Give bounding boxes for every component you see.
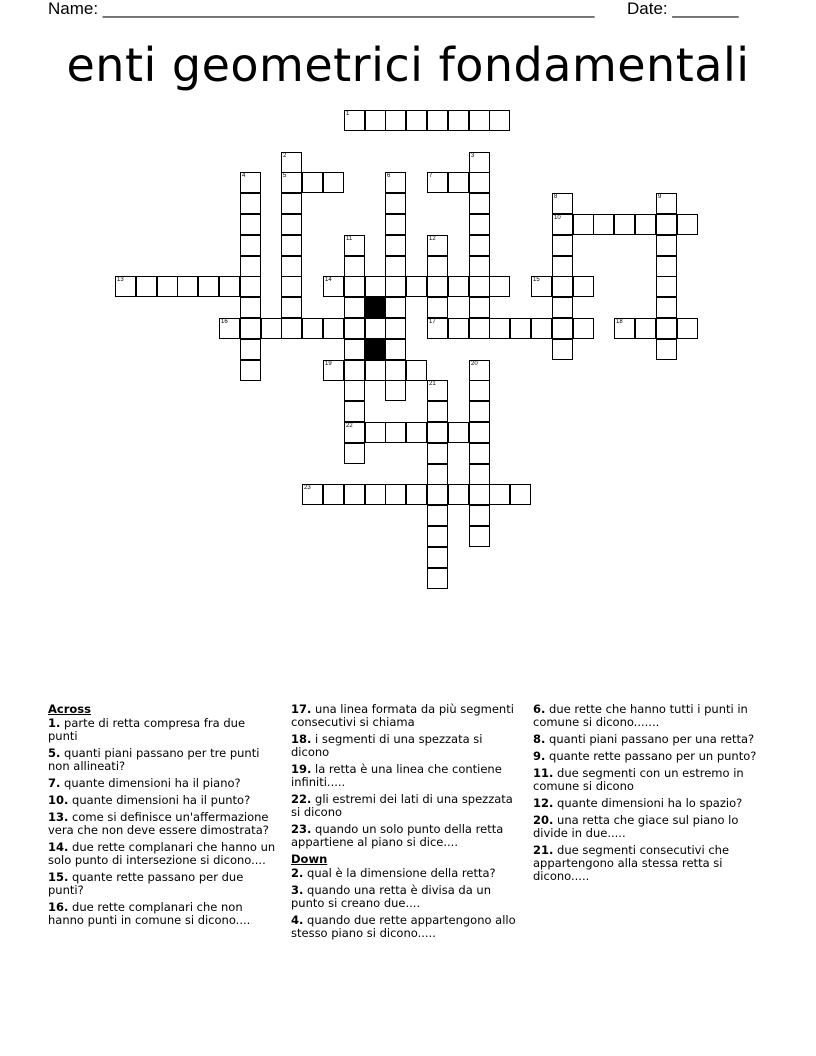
crossword-cell[interactable] xyxy=(385,110,406,131)
crossword-cell[interactable] xyxy=(635,318,656,339)
clue-column xyxy=(533,703,761,887)
crossword-cell[interactable] xyxy=(344,318,365,339)
crossword-cell[interactable] xyxy=(469,464,490,485)
crossword-cell[interactable] xyxy=(219,276,240,297)
crossword-cell[interactable] xyxy=(344,235,365,256)
crossword-cell[interactable] xyxy=(469,276,490,297)
crossword-cell[interactable] xyxy=(469,152,490,173)
crossword-cell[interactable] xyxy=(469,297,490,318)
crossword-cell[interactable] xyxy=(385,297,406,318)
crossword-cell[interactable] xyxy=(344,276,365,297)
crossword-cell[interactable] xyxy=(531,318,552,339)
crossword-cell[interactable] xyxy=(489,484,510,505)
clue-item xyxy=(533,844,761,883)
crossword-cell[interactable] xyxy=(344,422,365,443)
clue-number: 14. xyxy=(48,840,69,854)
clue-number: 6. xyxy=(533,702,546,716)
clue-number: 4. xyxy=(291,913,304,927)
crossword-cell[interactable] xyxy=(656,193,677,214)
clue-column xyxy=(291,703,519,944)
crossword-cell[interactable] xyxy=(427,547,448,568)
crossword-cell[interactable] xyxy=(469,484,490,505)
clue-number-8: 8 xyxy=(554,194,558,200)
clue-number: 22. xyxy=(291,792,312,806)
crossword-cell[interactable] xyxy=(469,526,490,547)
crossword-cell[interactable] xyxy=(677,318,698,339)
clue-number: 1. xyxy=(48,716,61,730)
crossword-cell[interactable] xyxy=(385,422,406,443)
crossword-cell[interactable] xyxy=(261,318,282,339)
clue-number: 12. xyxy=(533,796,554,810)
crossword-cell[interactable] xyxy=(427,422,448,443)
clue-number: 2. xyxy=(291,866,304,880)
clue-text: due segmenti consecutivi che appartengono alla stessa retta si dicono..... xyxy=(533,843,730,883)
black-cell xyxy=(365,339,386,360)
crossword-cell[interactable] xyxy=(281,256,302,277)
crossword-cell[interactable] xyxy=(573,318,594,339)
clue-item xyxy=(48,777,276,790)
crossword-cell[interactable] xyxy=(469,360,490,381)
clue-number-13: 13 xyxy=(117,277,124,283)
crossword-cell[interactable] xyxy=(281,214,302,235)
crossword-cell[interactable] xyxy=(302,172,323,193)
crossword-cell[interactable] xyxy=(323,360,344,381)
crossword-cell[interactable] xyxy=(656,339,677,360)
clue-text: una retta che giace sul piano lo divide in due..... xyxy=(533,813,739,840)
crossword-cell[interactable] xyxy=(614,214,635,235)
clue-item xyxy=(291,867,519,880)
crossword-cell[interactable] xyxy=(281,318,302,339)
crossword-cell[interactable] xyxy=(427,526,448,547)
crossword-cell[interactable] xyxy=(323,484,344,505)
crossword-cell[interactable] xyxy=(344,256,365,277)
down-heading: Down xyxy=(291,852,328,866)
clue-text: quanti piani passano per tre punti non allineati? xyxy=(48,746,260,773)
crossword-cell[interactable] xyxy=(469,214,490,235)
clue-number: 5. xyxy=(48,746,61,760)
across-heading: Across xyxy=(48,702,91,716)
crossword-cell[interactable] xyxy=(489,110,510,131)
clue-number-19: 19 xyxy=(325,361,332,367)
crossword-cell[interactable] xyxy=(136,276,157,297)
clue-item xyxy=(291,823,519,849)
crossword-cell[interactable] xyxy=(240,276,261,297)
clue-item xyxy=(291,914,519,940)
clue-text: gli estremi dei lati di una spezzata si dicono xyxy=(291,792,513,819)
crossword-cell[interactable] xyxy=(469,193,490,214)
clue-text: quante rette passano per due punti? xyxy=(48,870,244,897)
clue-item xyxy=(533,767,761,793)
crossword-cell[interactable] xyxy=(281,172,302,193)
crossword-cell[interactable] xyxy=(240,339,261,360)
crossword-cell[interactable] xyxy=(593,214,614,235)
crossword-cell[interactable] xyxy=(157,276,178,297)
crossword-cell[interactable] xyxy=(448,172,469,193)
clue-item xyxy=(48,841,276,867)
clue-text: quanti piani passano per una retta? xyxy=(545,732,755,746)
crossword-cell[interactable] xyxy=(489,276,510,297)
crossword-cell[interactable] xyxy=(448,276,469,297)
crossword-cell[interactable] xyxy=(469,380,490,401)
crossword-cell[interactable] xyxy=(656,235,677,256)
crossword-cell[interactable] xyxy=(344,339,365,360)
clue-number-22: 22 xyxy=(346,423,353,429)
crossword-cell[interactable] xyxy=(656,276,677,297)
crossword-cell[interactable] xyxy=(344,297,365,318)
crossword-cell[interactable] xyxy=(552,276,573,297)
name-field[interactable]: Name: ____________________________________________________ xyxy=(48,0,595,18)
crossword-cell[interactable] xyxy=(614,318,635,339)
crossword-cell[interactable] xyxy=(385,360,406,381)
clue-text: una linea formata da più segmenti consecutivi si chiama xyxy=(291,702,514,729)
crossword-cell[interactable] xyxy=(427,276,448,297)
crossword-cell[interactable] xyxy=(427,318,448,339)
clue-number-7: 7 xyxy=(429,173,433,179)
crossword-cell[interactable] xyxy=(115,276,136,297)
crossword-cell[interactable] xyxy=(469,235,490,256)
clue-number: 7. xyxy=(48,776,61,790)
clue-item xyxy=(48,747,276,773)
crossword-cell[interactable] xyxy=(448,110,469,131)
crossword-cell[interactable] xyxy=(489,318,510,339)
clue-item xyxy=(291,884,519,910)
crossword-cell[interactable] xyxy=(552,214,573,235)
crossword-cell[interactable] xyxy=(469,401,490,422)
clue-text: due rette complanari che non hanno punti in comune si dicono.... xyxy=(48,900,251,927)
crossword-cell[interactable] xyxy=(552,297,573,318)
clue-text: due rette complanari che hanno un solo punto di intersezione si dicono.... xyxy=(48,840,276,867)
crossword-cell[interactable] xyxy=(469,110,490,131)
clue-item xyxy=(533,750,761,763)
crossword-cell[interactable] xyxy=(323,318,344,339)
crossword-cell[interactable] xyxy=(385,235,406,256)
crossword-cell[interactable] xyxy=(344,401,365,422)
crossword-cell[interactable] xyxy=(323,276,344,297)
clue-item xyxy=(533,797,761,810)
crossword-cell[interactable] xyxy=(240,297,261,318)
crossword-cell[interactable] xyxy=(240,318,261,339)
crossword-cell[interactable] xyxy=(406,422,427,443)
crossword-cell[interactable] xyxy=(635,214,656,235)
clue-number-6: 6 xyxy=(387,173,391,179)
clue-number: 21. xyxy=(533,843,554,857)
clue-number: 8. xyxy=(533,732,546,746)
clue-text: quando una retta è divisa da un punto si creano due.... xyxy=(291,883,491,910)
crossword-cell[interactable] xyxy=(427,110,448,131)
crossword-cell[interactable] xyxy=(427,297,448,318)
clue-item xyxy=(48,811,276,837)
black-cell xyxy=(365,297,386,318)
crossword-cell[interactable] xyxy=(281,276,302,297)
crossword-cell[interactable] xyxy=(677,214,698,235)
clue-text: i segmenti di una spezzata si dicono xyxy=(291,732,483,759)
clue-text: quante dimensioni ha lo spazio? xyxy=(553,796,743,810)
crossword-cell[interactable] xyxy=(656,256,677,277)
crossword-cell[interactable] xyxy=(240,214,261,235)
clue-text: quando due rette appartengono allo stesso piano si dicono..... xyxy=(291,913,516,940)
crossword-cell[interactable] xyxy=(469,422,490,443)
clue-number-21: 21 xyxy=(429,381,436,387)
clue-number-14: 14 xyxy=(325,277,332,283)
crossword-cell[interactable] xyxy=(365,276,386,297)
crossword-cell[interactable] xyxy=(469,256,490,277)
clue-number-20: 20 xyxy=(471,361,478,367)
crossword-cell[interactable] xyxy=(240,193,261,214)
clue-text: quante dimensioni ha il piano? xyxy=(60,776,241,790)
crossword-cell[interactable] xyxy=(385,380,406,401)
crossword-cell[interactable] xyxy=(427,235,448,256)
clue-number-5: 5 xyxy=(283,173,287,179)
clue-item xyxy=(533,703,761,729)
crossword-cell[interactable] xyxy=(448,422,469,443)
clue-item xyxy=(291,733,519,759)
clue-text: quando un solo punto della retta appartiene al piano si dice.... xyxy=(291,822,504,849)
crossword-cell[interactable] xyxy=(302,484,323,505)
clue-item xyxy=(291,793,519,819)
crossword-cell[interactable] xyxy=(531,276,552,297)
clue-number: 11. xyxy=(533,766,554,780)
crossword-cell[interactable] xyxy=(365,360,386,381)
clue-number: 13. xyxy=(48,810,69,824)
clue-number: 9. xyxy=(533,749,546,763)
crossword-cell[interactable] xyxy=(344,110,365,131)
clue-number: 16. xyxy=(48,900,69,914)
clue-number: 20. xyxy=(533,813,554,827)
crossword-cell[interactable] xyxy=(385,214,406,235)
crossword-cell[interactable] xyxy=(469,505,490,526)
crossword-cell[interactable] xyxy=(552,339,573,360)
crossword-cell[interactable] xyxy=(510,318,531,339)
crossword-cell[interactable] xyxy=(406,484,427,505)
crossword-cell[interactable] xyxy=(406,276,427,297)
crossword-cell[interactable] xyxy=(385,339,406,360)
crossword-cell[interactable] xyxy=(656,214,677,235)
crossword-cell[interactable] xyxy=(448,484,469,505)
clue-number-17: 17 xyxy=(429,319,436,325)
crossword-cell[interactable] xyxy=(552,256,573,277)
crossword-cell[interactable] xyxy=(406,360,427,381)
clue-item xyxy=(48,871,276,897)
clue-number-9: 9 xyxy=(658,194,662,200)
crossword-cell[interactable] xyxy=(240,256,261,277)
clue-text: quante rette passano per un punto? xyxy=(545,749,757,763)
crossword-cell[interactable] xyxy=(427,505,448,526)
crossword-cell[interactable] xyxy=(365,318,386,339)
clue-text: la retta è una linea che contiene infiniti..... xyxy=(291,762,502,789)
crossword-cell[interactable] xyxy=(281,152,302,173)
crossword-cell[interactable] xyxy=(573,276,594,297)
clue-item xyxy=(48,901,276,927)
crossword-cell[interactable] xyxy=(469,318,490,339)
crossword-cell[interactable] xyxy=(427,568,448,589)
clue-text: come si definisce un'affermazione vera che non deve essere dimostrata? xyxy=(48,810,269,837)
crossword-cell[interactable] xyxy=(302,318,323,339)
clue-number: 23. xyxy=(291,822,312,836)
clue-item xyxy=(48,717,276,743)
crossword-cell[interactable] xyxy=(344,360,365,381)
clue-text: quante dimensioni ha il punto? xyxy=(68,793,251,807)
clue-number-15: 15 xyxy=(533,277,540,283)
clue-text: parte di retta compresa fra due punti xyxy=(48,716,246,743)
crossword-cell[interactable] xyxy=(510,484,531,505)
crossword-cell[interactable] xyxy=(240,172,261,193)
crossword-cell[interactable] xyxy=(385,276,406,297)
crossword-cell[interactable] xyxy=(427,443,448,464)
crossword-cell[interactable] xyxy=(323,172,344,193)
clue-number-1: 1 xyxy=(346,111,350,117)
clue-number-16: 16 xyxy=(221,319,228,325)
crossword-cell[interactable] xyxy=(427,484,448,505)
clue-number: 19. xyxy=(291,762,312,776)
crossword-cell[interactable] xyxy=(365,422,386,443)
clue-number: 18. xyxy=(291,732,312,746)
clue-number: 15. xyxy=(48,870,69,884)
crossword-cell[interactable] xyxy=(281,235,302,256)
crossword-cell[interactable] xyxy=(427,464,448,485)
crossword-cell[interactable] xyxy=(365,484,386,505)
clue-item xyxy=(533,733,761,746)
clue-number-11: 11 xyxy=(346,236,353,242)
crossword-cell[interactable] xyxy=(385,484,406,505)
clue-number: 17. xyxy=(291,702,312,716)
clue-text: qual è la dimensione della retta? xyxy=(303,866,496,880)
page-title: enti geometrici fondamentali xyxy=(66,38,750,92)
clue-number-10: 10 xyxy=(554,215,561,221)
crossword-cell[interactable] xyxy=(344,443,365,464)
crossword-cell[interactable] xyxy=(469,172,490,193)
clue-text: due rette che hanno tutti i punti in comune si dicono....... xyxy=(533,702,748,729)
clue-item xyxy=(291,763,519,789)
clue-number-4: 4 xyxy=(242,173,246,179)
crossword-cell[interactable] xyxy=(385,172,406,193)
crossword-cell[interactable] xyxy=(469,443,490,464)
crossword-cell[interactable] xyxy=(385,256,406,277)
clue-number: 3. xyxy=(291,883,304,897)
clue-item xyxy=(533,814,761,840)
clue-item xyxy=(48,794,276,807)
crossword-cell[interactable] xyxy=(344,380,365,401)
crossword-cell[interactable] xyxy=(177,276,198,297)
crossword-cell[interactable] xyxy=(344,484,365,505)
crossword-cell[interactable] xyxy=(552,193,573,214)
clue-number-23: 23 xyxy=(304,485,311,491)
crossword-cell[interactable] xyxy=(219,318,240,339)
crossword-cell[interactable] xyxy=(656,318,677,339)
crossword-cell[interactable] xyxy=(281,193,302,214)
crossword-cell[interactable] xyxy=(427,380,448,401)
crossword-cell[interactable] xyxy=(385,318,406,339)
crossword-cell[interactable] xyxy=(656,297,677,318)
crossword-cell[interactable] xyxy=(427,172,448,193)
crossword-cell[interactable] xyxy=(406,110,427,131)
crossword-cell[interactable] xyxy=(427,401,448,422)
clue-number-2: 2 xyxy=(283,153,287,159)
clue-column xyxy=(48,703,276,931)
crossword-cell[interactable] xyxy=(573,214,594,235)
clue-item xyxy=(291,703,519,729)
crossword-cell[interactable] xyxy=(281,297,302,318)
crossword-cell[interactable] xyxy=(552,235,573,256)
clue-number-18: 18 xyxy=(616,319,623,325)
clue-number: 10. xyxy=(48,793,69,807)
clue-text: due segmenti con un estremo in comune si dicono xyxy=(533,766,744,793)
crossword-cell[interactable] xyxy=(448,318,469,339)
crossword-cell[interactable] xyxy=(198,276,219,297)
clue-number-3: 3 xyxy=(471,153,475,159)
crossword-cell[interactable] xyxy=(240,360,261,381)
crossword-cell[interactable] xyxy=(365,110,386,131)
crossword-cell[interactable] xyxy=(552,318,573,339)
date-field[interactable]: Date: _______ xyxy=(627,0,739,18)
crossword-cell[interactable] xyxy=(240,235,261,256)
crossword-cell[interactable] xyxy=(427,256,448,277)
clue-number-12: 12 xyxy=(429,236,436,242)
crossword-cell[interactable] xyxy=(385,193,406,214)
